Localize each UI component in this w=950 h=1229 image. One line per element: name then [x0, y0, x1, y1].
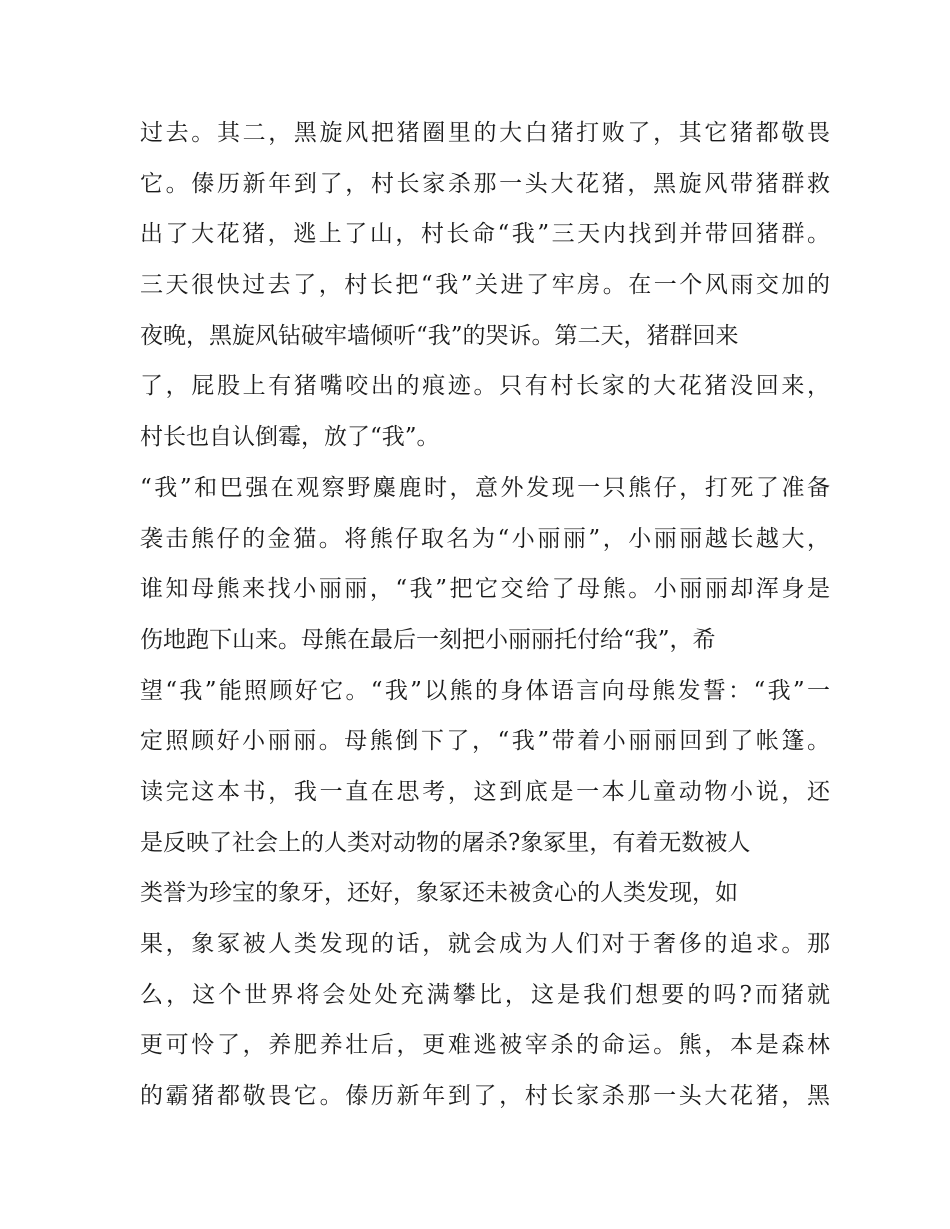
text-line: 读完这本书，我一直在思考，这到底是一本儿童动物小说，还 [140, 778, 830, 805]
text-line: 定照顾好小丽丽。母熊倒下了，“我”带着小丽丽回到了帐篷。 [140, 728, 830, 755]
text-line: 过去。其二，黑旋风把猪圈里的大白猪打败了，其它猪都敬畏 [140, 120, 830, 146]
body-text [140, 108, 830, 1122]
text-line: 果，象冢被人类发现的话，就会成为人们对于奢侈的追求。那 [140, 931, 830, 957]
text-line: 是反映了社会上的人类对动物的屠杀?象冢里，有着无数被人 [140, 829, 751, 856]
text-line: 么，这个世界将会处处充满攀比，这是我们想要的吗?而猪就 [140, 981, 830, 1008]
text-line: 夜晚，黑旋风钻破牢墙倾听“我”的哭诉。第二天，猪群回来 [140, 322, 739, 349]
text-line: 谁知母熊来找小丽丽，“我”把它交给了母熊。小丽丽却浑身是 [140, 576, 830, 603]
text-line: 的霸猪都敬畏它。傣历新年到了，村长家杀那一头大花猪，黑 [140, 1083, 830, 1110]
text-line: 了，屁股上有猪嘴咬出的痕迹。只有村长家的大花猪没回来， [140, 373, 830, 400]
text-line: 望“我”能照顾好它。“我”以熊的身体语言向母熊发誓：“我”一 [140, 677, 830, 704]
text-line: 类誉为珍宝的象牙，还好，象冢还未被贪心的人类发现，如 [140, 880, 738, 907]
text-line: 伤地跑下山来。母熊在最后一刻把小丽丽托付给“我”，希 [140, 626, 716, 653]
text-line: 袭击熊仔的金猫。将熊仔取名为“小丽丽”，小丽丽越长越大， [140, 525, 830, 552]
text-line: 三天很快过去了，村长把“我”关进了牢房。在一个风雨交加的 [140, 272, 830, 299]
text-line: 村长也自认倒霉，放了“我”。 [140, 424, 440, 451]
text-line: 出了大花猪，逃上了山，村长命“我”三天内找到并带回猪群。 [140, 221, 830, 248]
text-line: 它。傣历新年到了，村长家杀那一头大花猪，黑旋风带猪群救 [140, 170, 830, 197]
text-line: “我”和巴强在观察野麋鹿时，意外发现一只熊仔，打死了准备 [140, 474, 830, 501]
text-line: 更可怜了，养肥养壮后，更难逃被宰杀的命运。熊，本是森林 [140, 1032, 830, 1059]
